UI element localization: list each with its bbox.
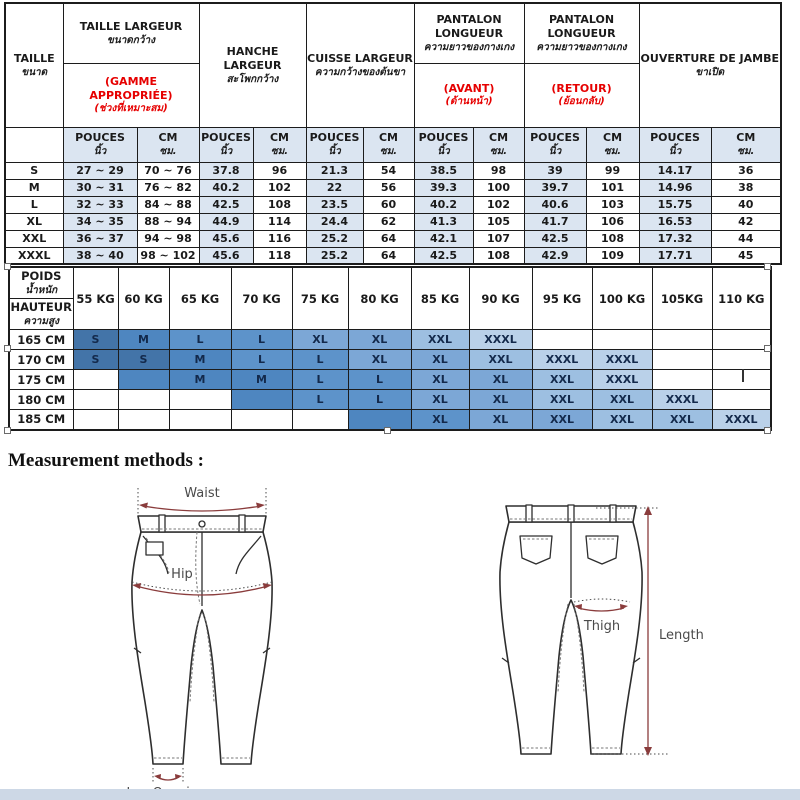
size-value-cell: 40.6 [524,196,586,213]
fit-size-cell: XXL [469,350,532,370]
size-value-cell: 118 [253,247,306,264]
fit-size-cell: XL [411,410,469,430]
unit-header-cell [414,127,473,162]
fit-size-cell: XXL [411,330,469,350]
size-value-cell: 64 [363,247,414,264]
unit-header-cell [137,127,199,162]
size-value-cell: 39.7 [524,179,586,196]
size-value-cell: 17.71 [639,247,711,264]
col-title: OUVERTURE DE JAMBE [640,51,779,65]
size-value-cell: 37.8 [199,162,253,179]
size-value-cell: 60 [363,196,414,213]
fit-size-cell: S [118,350,169,370]
fit-table-row [9,330,771,350]
height-row-label: 175 CM [9,370,73,390]
fit-size-cell: XL [411,350,469,370]
unit-label-thai: ซม. [737,145,755,157]
col-subtitle: (AVANT) [443,81,495,95]
col-subtitle-thai: (ช่วงที่เหมาะสม) [94,103,168,115]
unit-label: CM [603,131,623,145]
size-value-cell: 42.1 [414,230,473,247]
pants-back-diagram [478,492,718,794]
size-value-cell: 32 ~ 33 [63,196,137,213]
fit-size-cell: L [231,330,292,350]
size-value-cell: 44 [711,230,781,247]
unit-header-cell [199,127,253,162]
unit-label-thai: นิ้ว [219,145,233,157]
size-value-cell: 54 [363,162,414,179]
fit-empty-cell [712,390,771,410]
weight-height-header [9,267,73,330]
weight-column-header: 70 KG [231,267,292,330]
fit-size-cell: XXXL [532,350,592,370]
col-subheader-avant [414,63,524,127]
size-value-cell: 40.2 [414,196,473,213]
size-row-label: M [5,179,63,196]
unit-header-cell [711,127,781,162]
size-value-cell: 27 ~ 29 [63,162,137,179]
unit-label: POUCES [309,131,360,145]
fit-empty-cell [652,350,712,370]
unit-header-cell [586,127,639,162]
size-value-cell: 38 [711,179,781,196]
fit-size-cell: XXL [532,370,592,390]
unit-label: CM [158,131,178,145]
fit-empty-cell [169,390,231,410]
col-title-thai: ขนาดกว้าง [107,34,155,46]
unit-header-cell [639,127,711,162]
size-value-cell: 99 [586,162,639,179]
fit-size-cell: XL [469,370,532,390]
unit-header-cell [63,127,137,162]
size-value-cell: 42.9 [524,247,586,264]
fit-size-cell: XXXL [592,350,652,370]
size-value-cell: 98 [473,162,524,179]
fit-size-cell: XXXL [469,330,532,350]
size-value-cell: 42.5 [414,247,473,264]
size-value-cell: 76 ~ 82 [137,179,199,196]
size-value-cell: 42.5 [524,230,586,247]
size-value-cell: 103 [586,196,639,213]
fit-size-cell: XL [348,350,411,370]
fit-size-cell: L [292,370,348,390]
fit-size-cell: XXXL [652,390,712,410]
fit-size-cell: XXL [532,410,592,430]
unit-label-thai: ซม. [603,145,622,157]
weight-column-header: 75 KG [292,267,348,330]
size-value-cell: 106 [586,213,639,230]
size-value-cell: 45.6 [199,247,253,264]
fit-size-cell: M [231,370,292,390]
size-value-cell: 56 [363,179,414,196]
size-value-cell: 16.53 [639,213,711,230]
height-label-thai: ความสูง [23,315,59,327]
size-value-cell: 109 [586,247,639,264]
unit-label: CM [378,131,399,145]
fit-size-cell: XL [411,370,469,390]
unit-label: POUCES [530,131,580,145]
unit-label-thai: นิ้ว [548,145,562,157]
size-value-cell: 96 [253,162,306,179]
size-table-row [5,179,781,196]
size-value-cell: 42.5 [199,196,253,213]
fit-empty-cell [169,410,231,430]
bottom-bar [0,789,800,800]
size-row-label: S [5,162,63,179]
size-value-cell: 15.75 [639,196,711,213]
unit-label-thai: นิ้ว [437,145,450,157]
col-title-thai: ความยาวของกางเกง [423,41,515,53]
units-spacer-cell [5,127,63,162]
size-value-cell: 41.7 [524,213,586,230]
size-value-cell: 44.9 [199,213,253,230]
weight-column-header: 110 KG [712,267,771,330]
unit-label-thai: ซม. [489,145,508,157]
weight-label: POIDS [21,269,62,284]
height-label: HAUTEUR [10,300,72,315]
size-value-cell: 105 [473,213,524,230]
fit-empty-cell [73,410,118,430]
size-value-cell: 101 [586,179,639,196]
size-value-cell: 30 ~ 31 [63,179,137,196]
fit-shaded-cell [231,390,292,410]
fit-size-cell: M [118,330,169,350]
size-row-label: XL [5,213,63,230]
weight-column-header: 105KG [652,267,712,330]
size-value-cell: 70 ~ 76 [137,162,199,179]
unit-header-cell [306,127,363,162]
weight-column-header: 80 KG [348,267,411,330]
col-subtitle-thai: (ด้านหน้า) [445,96,493,108]
size-value-cell: 108 [586,230,639,247]
fit-empty-cell [231,410,292,430]
size-value-cell: 39 [524,162,586,179]
col-title: TAILLE [13,51,55,65]
size-value-cell: 102 [473,196,524,213]
unit-label: POUCES [75,131,125,145]
fit-size-cell: M [169,350,231,370]
size-row-label: XXXL [5,247,63,264]
col-subtitle: (RETOUR) [551,81,612,95]
fit-size-cell: XXXL [712,410,771,430]
fit-size-cell: XL [411,390,469,410]
col-header-ouverture [639,3,781,127]
size-value-cell: 36 [711,162,781,179]
col-subtitle: (GAMME APPROPRIÉE) [89,74,173,102]
size-value-cell: 98 ~ 102 [137,247,199,264]
fit-empty-cell [292,410,348,430]
size-value-cell: 25.2 [306,230,363,247]
size-value-cell: 114 [253,213,306,230]
fit-empty-cell [73,390,118,410]
fit-table-row [9,370,771,390]
size-chart-table [4,2,782,265]
size-table-row [5,196,781,213]
unit-header-cell [524,127,586,162]
fit-table-row [9,390,771,410]
selection-handle[interactable] [4,427,11,434]
size-value-cell: 17.32 [639,230,711,247]
size-table-row [5,247,781,264]
weight-label-thai: น้ำหนัก [25,284,58,296]
col-title: TAILLE LARGEUR [79,19,183,33]
fit-size-cell: L [348,370,411,390]
height-row-label: 165 CM [9,330,73,350]
size-value-cell: 45.6 [199,230,253,247]
fit-size-cell: L [231,350,292,370]
height-header [10,299,73,329]
fit-size-cell: XXL [592,390,652,410]
fit-size-cell: XXXL [592,370,652,390]
selection-handle[interactable] [764,263,771,270]
fit-empty-cell [712,330,771,350]
fit-empty-cell [652,330,712,350]
hip-label: Hip [171,567,193,582]
col-subheader-retour [524,63,639,127]
size-value-cell: 45 [711,247,781,264]
fit-empty-cell [73,370,118,390]
col-title-thai: ขนาด [21,66,48,78]
fit-empty-cell [592,330,652,350]
size-value-cell: 22 [306,179,363,196]
unit-label-thai: ซม. [379,145,398,157]
weight-column-header: 95 KG [532,267,592,330]
col-title-thai: สะโพกกว้าง [226,73,279,85]
size-value-cell: 25.2 [306,247,363,264]
fit-size-cell: XL [292,330,348,350]
fit-size-cell: XL [469,390,532,410]
fit-size-cell: XXL [592,410,652,430]
fit-empty-cell [712,350,771,370]
unit-label-thai: นิ้ว [93,145,107,157]
fit-empty-cell [532,330,592,350]
selection-handle[interactable] [4,263,11,270]
measurement-methods-heading: Measurement methods : [8,450,204,471]
size-table-row [5,213,781,230]
col-subtitle-thai: (ย้อนกลับ) [558,96,605,108]
size-value-cell: 102 [253,179,306,196]
col-header-hanche [199,3,306,127]
weight-column-header: 90 KG [469,267,532,330]
fit-size-cell: L [348,390,411,410]
fit-size-cell: XL [348,330,411,350]
col-title: HANCHE LARGEUR [223,45,282,72]
size-row-label: XXL [5,230,63,247]
unit-label-thai: นิ้ว [668,145,682,157]
fit-table-row [9,350,771,370]
size-value-cell: 39.3 [414,179,473,196]
fit-chart-table [8,266,772,431]
unit-label: POUCES [201,131,251,145]
unit-label: CM [269,131,290,145]
col-header-pantalon-avant [414,3,524,63]
selection-handle[interactable] [384,427,391,434]
size-value-cell: 100 [473,179,524,196]
fit-size-cell: L [292,390,348,410]
size-value-cell: 23.5 [306,196,363,213]
unit-header-cell [473,127,524,162]
unit-label: CM [489,131,509,145]
size-table-row [5,230,781,247]
fit-size-cell: L [169,330,231,350]
size-value-cell: 40.2 [199,179,253,196]
col-header-cuisse [306,3,414,127]
col-title-thai: ขาเปิด [695,66,725,78]
col-title: PANTALON LONGUEUR [434,13,504,40]
fit-size-cell: L [292,350,348,370]
height-row-label: 180 CM [9,390,73,410]
height-row-label: 185 CM [9,410,73,430]
weight-column-header: 65 KG [169,267,231,330]
size-table-row [5,162,781,179]
selection-handle[interactable] [4,345,11,352]
pants-front-diagram [112,480,292,798]
fit-size-cell: M [169,370,231,390]
weight-column-header: 85 KG [411,267,469,330]
unit-label-thai: นิ้ว [328,145,341,157]
col-title-thai: ความกว้างของต้นขา [314,66,406,78]
unit-label-thai: ซม. [270,145,289,157]
col-title-thai: ความยาวของกางเกง [536,41,627,53]
size-value-cell: 40 [711,196,781,213]
size-value-cell: 42 [711,213,781,230]
weight-column-header: 60 KG [118,267,169,330]
size-value-cell: 84 ~ 88 [137,196,199,213]
size-value-cell: 24.4 [306,213,363,230]
fit-empty-cell [118,390,169,410]
size-row-label: L [5,196,63,213]
fit-shaded-cell [348,410,411,430]
col-title: PANTALON LONGUEUR [547,13,616,40]
unit-label-thai: ซม. [159,145,177,157]
size-value-cell: 64 [363,230,414,247]
height-row-label: 170 CM [9,350,73,370]
size-value-cell: 21.3 [306,162,363,179]
weight-column-header: 55 KG [73,267,118,330]
size-value-cell: 34 ~ 35 [63,213,137,230]
unit-label: POUCES [650,131,700,145]
fit-empty-cell [652,370,712,390]
size-value-cell: 88 ~ 94 [137,213,199,230]
size-value-cell: 14.96 [639,179,711,196]
fit-size-cell: XXL [532,390,592,410]
unit-header-cell [363,127,414,162]
unit-label: POUCES [418,131,469,145]
weight-header [10,268,73,299]
waist-label: Waist [184,486,220,501]
length-label: Length [659,628,704,643]
weight-column-header: 100 KG [592,267,652,330]
selection-handle[interactable] [764,345,771,352]
fit-size-cell: XL [469,410,532,430]
selection-handle[interactable] [764,427,771,434]
size-value-cell: 94 ~ 98 [137,230,199,247]
fit-size-cell: S [73,350,118,370]
size-value-cell: 62 [363,213,414,230]
thigh-label: Thigh [583,619,621,634]
size-value-cell: 38 ~ 40 [63,247,137,264]
size-value-cell: 116 [253,230,306,247]
text-cursor-artifact [742,369,744,382]
size-value-cell: 36 ~ 37 [63,230,137,247]
col-subheader-gamme [63,63,199,127]
size-value-cell: 14.17 [639,162,711,179]
col-title: CUISSE LARGEUR [307,51,413,65]
fit-size-cell: XXL [652,410,712,430]
unit-header-cell [253,127,306,162]
fit-empty-cell [118,410,169,430]
size-value-cell: 107 [473,230,524,247]
size-value-cell: 38.5 [414,162,473,179]
unit-label: CM [736,131,756,145]
col-header-taille-largeur [63,3,199,63]
fit-shaded-cell [118,370,169,390]
size-value-cell: 41.3 [414,213,473,230]
fit-size-cell: S [73,330,118,350]
col-header-pantalon-retour [524,3,639,63]
size-value-cell: 108 [473,247,524,264]
col-header-taille [5,3,63,127]
size-value-cell: 108 [253,196,306,213]
